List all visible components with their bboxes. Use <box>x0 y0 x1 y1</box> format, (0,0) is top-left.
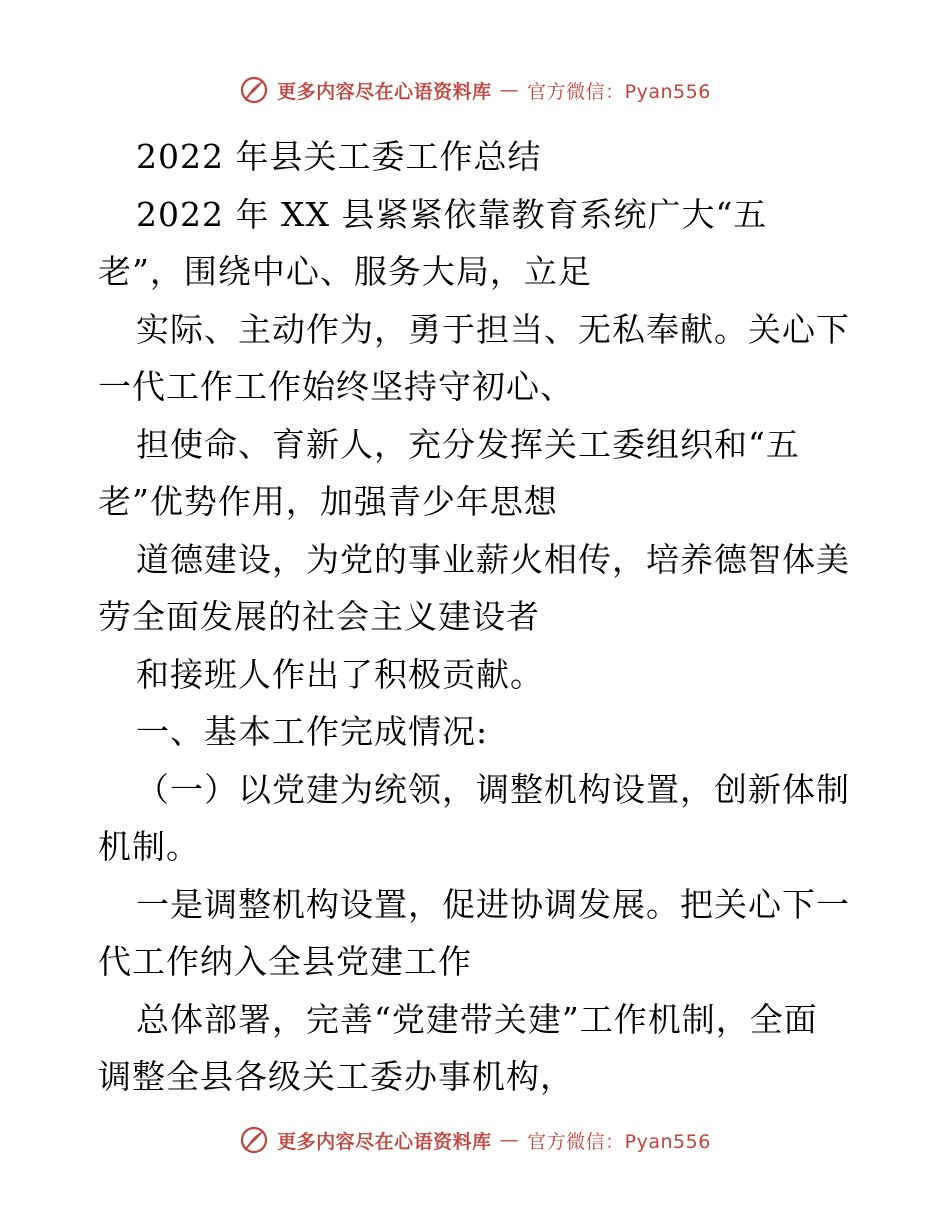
text-line: 一是调整机构设置，促进协调发展。把关心下一 <box>136 884 850 924</box>
footer-watermark <box>0 1120 950 1160</box>
text-line: 一代工作工作始终坚持守初心、 <box>98 367 574 406</box>
text-line: （一）以党建为统领，调整机构设置，创新体制 <box>136 769 850 809</box>
document-body <box>98 128 858 1106</box>
text-line: 担使命、育新人，充分发挥关工委组织和“五 <box>136 424 800 464</box>
watermark-separator: — <box>499 79 520 101</box>
watermark-main-text: 更多内容尽在心语资料库 <box>277 80 492 103</box>
header-watermark <box>0 70 950 110</box>
document-title: 2022 年县关工委工作总结 <box>136 137 542 176</box>
watermark-contact-text: 官方微信：Pyan556 <box>527 80 711 103</box>
watermark-contact-text: 官方微信：Pyan556 <box>527 1130 711 1153</box>
text-line: 调整全县各级关工委办事机构， <box>98 1057 574 1096</box>
text-line: 代工作纳入全县党建工作 <box>98 942 472 981</box>
watermark-main-text: 更多内容尽在心语资料库 <box>277 1130 492 1153</box>
text-line: 2022 年 XX 县紧紧依靠教育系统广大“五 <box>136 194 768 234</box>
text-line: 机制。 <box>98 827 200 866</box>
text-line: 一、基本工作完成情况: <box>136 712 489 751</box>
text-line: 总体部署，完善“党建带关建”工作机制，全面 <box>136 999 818 1039</box>
text-line: 道德建设，为党的事业薪火相传，培养德智体美 <box>136 539 850 579</box>
text-line: 老”，围绕中心、服务大局，立足 <box>98 252 592 291</box>
text-line: 劳全面发展的社会主义建设者 <box>98 597 540 636</box>
feather-pen-logo-icon <box>239 75 269 105</box>
text-line: 老”优势作用，加强青少年思想 <box>98 482 558 521</box>
text-line: 和接班人作出了积极贡献。 <box>136 654 544 694</box>
feather-pen-logo-icon <box>239 1125 269 1155</box>
watermark-separator: — <box>499 1129 520 1151</box>
text-line: 实际、主动作为，勇于担当、无私奉献。关心下 <box>136 309 850 349</box>
